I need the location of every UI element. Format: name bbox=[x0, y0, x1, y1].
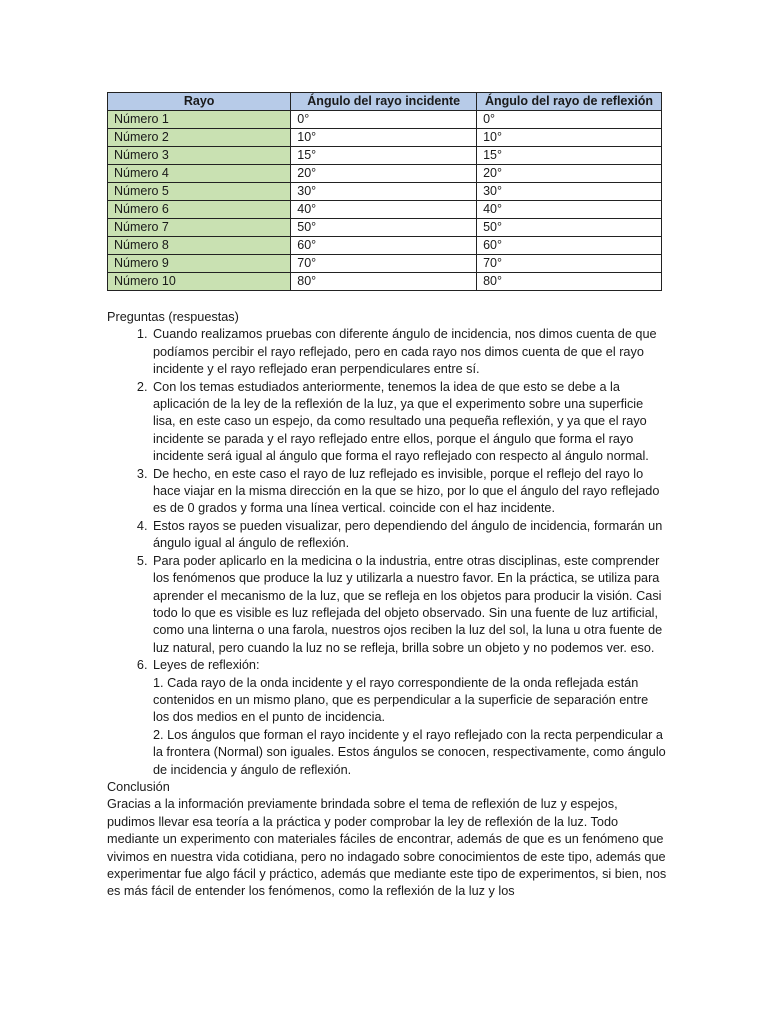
ray-name-cell: Número 4 bbox=[108, 165, 291, 183]
incident-angle-cell: 50° bbox=[291, 219, 477, 237]
ray-name-cell: Número 1 bbox=[108, 111, 291, 129]
ray-name-cell: Número 2 bbox=[108, 129, 291, 147]
table-row bbox=[108, 111, 662, 129]
reflection-angle-cell: 0° bbox=[477, 111, 662, 129]
answer-item: 3. De hecho, en este caso el rayo de luz reflejado es invisible, porque el reflejo del rayo lo hace viajar en la misma dirección en la que se hizo, por lo que el ángulo del rayo reflejado es de 0 grados y forma una línea vertical. coincide con el haz incidente. bbox=[151, 466, 667, 518]
ray-name-cell: Número 10 bbox=[108, 273, 291, 291]
table-row bbox=[108, 273, 662, 291]
table-row bbox=[108, 201, 662, 219]
reflection-angle-cell: 20° bbox=[477, 165, 662, 183]
incident-angle-cell: 60° bbox=[291, 237, 477, 255]
table-row bbox=[108, 219, 662, 237]
header-reflection-angle: Ángulo del rayo de reflexión bbox=[477, 93, 662, 111]
answer-item: 2. Con los temas estudiados anteriormente, tenemos la idea de que esto se debe a la aplicación de la ley de la reflexión de la luz, ya que el experimento sobre una superficie lisa, en este caso un espejo, da como resultado una pequeña reflexión, y ya que el rayo incidente se parada y el rayo reflejado entre ellos, porque el ángulo que forma el rayo incidente será igual al ángulo que forma el rayo reflejado con respecto al ángulo normal. bbox=[151, 379, 667, 466]
table-row bbox=[108, 129, 662, 147]
table-row bbox=[108, 237, 662, 255]
header-rayo: Rayo bbox=[108, 93, 291, 111]
reflection-angle-cell: 70° bbox=[477, 255, 662, 273]
incident-angle-cell: 20° bbox=[291, 165, 477, 183]
header-incident-angle: Ángulo del rayo incidente bbox=[291, 93, 477, 111]
conclusion-text: Gracias a la información previamente brindada sobre el tema de reflexión de luz y espejos, pudimos llevar esa teoría a la práctica y poder comprobar la ley de reflexión de la luz. Todo mediante un experimento con materiales fáciles de encontrar, además de que es un fenómeno que vivimos en nuestra vida cotidiana, pero no indagado sobre conocimientos de este tipo, además que experimentar fue algo fácil y práctico, además que mediante este tipo de experimentos, si bien, nos es más fácil de entender los fenómenos, como la reflexión de la luz y los bbox=[107, 797, 667, 899]
document-body bbox=[107, 309, 667, 901]
incident-angle-cell: 80° bbox=[291, 273, 477, 291]
law-1: 1. Cada rayo de la onda incidente y el rayo correspondiente de la onda reflejada están contenidos en un mismo plano, que es perpendicular a la superficie de separación entre los dos medios en el punto de incidencia. bbox=[153, 675, 649, 725]
incident-angle-cell: 0° bbox=[291, 111, 477, 129]
incident-angle-cell: 30° bbox=[291, 183, 477, 201]
ray-name-cell: Número 3 bbox=[108, 147, 291, 165]
answer-item-laws bbox=[151, 657, 667, 779]
table-row bbox=[108, 165, 662, 183]
ray-name-cell: Número 9 bbox=[108, 255, 291, 273]
reflection-angle-cell: 10° bbox=[477, 129, 662, 147]
table-row bbox=[108, 147, 662, 165]
answers-list bbox=[107, 326, 667, 779]
answer-item: 4. Estos rayos se pueden visualizar, pero dependiendo del ángulo de incidencia, formarán un ángulo igual al ángulo de reflexión. bbox=[151, 518, 667, 553]
ray-name-cell: Número 7 bbox=[108, 219, 291, 237]
angles-table bbox=[107, 92, 662, 291]
ray-name-cell: Número 5 bbox=[108, 183, 291, 201]
questions-heading: Preguntas (respuestas) bbox=[107, 310, 239, 324]
incident-angle-cell: 15° bbox=[291, 147, 477, 165]
reflection-angle-cell: 80° bbox=[477, 273, 662, 291]
reflection-angle-cell: 30° bbox=[477, 183, 662, 201]
reflection-angle-cell: 15° bbox=[477, 147, 662, 165]
ray-name-cell: Número 8 bbox=[108, 237, 291, 255]
incident-angle-cell: 40° bbox=[291, 201, 477, 219]
table-header-row bbox=[108, 93, 662, 111]
reflection-angle-cell: 40° bbox=[477, 201, 662, 219]
law-2: 2. Los ángulos que forman el rayo incidente y el rayo reflejado con la recta perpendicular a la frontera (Normal) son iguales. Estos ángulos se conocen, respectivamente, como ángulo de incidencia y ángulo de reflexión. bbox=[153, 727, 666, 777]
incident-angle-cell: 70° bbox=[291, 255, 477, 273]
table-row bbox=[108, 183, 662, 201]
reflection-angle-cell: 50° bbox=[477, 219, 662, 237]
laws-title: Leyes de reflexión: bbox=[153, 658, 260, 673]
reflection-angle-cell: 60° bbox=[477, 237, 662, 255]
table-row bbox=[108, 255, 662, 273]
answer-item: 1. Cuando realizamos pruebas con diferente ángulo de incidencia, nos dimos cuenta de que podíamos percibir el rayo reflejado, pero en cada rayo nos dimos cuenta de que el rayo incidente y el rayo reflejado eran perpendiculares entre sí. bbox=[151, 326, 667, 378]
ray-name-cell: Número 6 bbox=[108, 201, 291, 219]
incident-angle-cell: 10° bbox=[291, 129, 477, 147]
conclusion-heading: Conclusión bbox=[107, 779, 170, 794]
answer-item: 5. Para poder aplicarlo en la medicina o la industria, entre otras disciplinas, este comprender los fenómenos que produce la luz y utilizarla a nuestro favor. En la práctica, se utiliza para aprender el mecanismo de la luz, que se refleja en los objetos para producir la visión. Casi todo lo que es visible es luz reflejada del objeto observado. Sin una fuente de luz artificial, como una linterna o una farola, nuestros ojos reciben la luz del sol, la luna u otra fuente de luz natural, pero cuando la luz no se refleja, brilla sobre un objeto y no podemos ver. eso. bbox=[151, 553, 667, 657]
